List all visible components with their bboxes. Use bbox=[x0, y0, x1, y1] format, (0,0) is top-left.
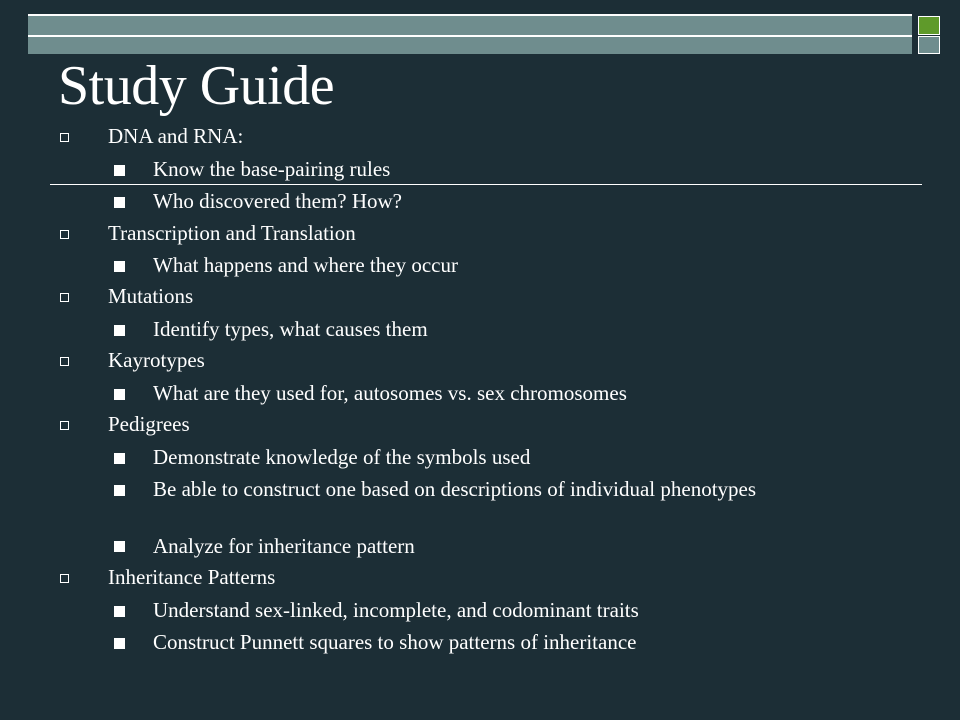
section-heading: Transcription and Translation bbox=[108, 221, 356, 245]
list-item: Analyze for inheritance pattern bbox=[153, 534, 415, 558]
corner-accent-teal bbox=[918, 36, 940, 54]
section-heading: Pedigrees bbox=[108, 412, 190, 436]
header-band-divider bbox=[28, 35, 912, 37]
list-item: What are they used for, autosomes vs. sex chromosomes bbox=[153, 381, 627, 405]
page-title: Study Guide bbox=[58, 55, 335, 117]
filled-square-icon bbox=[114, 638, 125, 649]
filled-square-icon bbox=[114, 541, 125, 552]
hollow-square-icon bbox=[60, 230, 69, 239]
filled-square-icon bbox=[114, 389, 125, 400]
list-item: Be able to construct one based on descriptions of individual phenotypes bbox=[153, 477, 757, 501]
section-heading: DNA and RNA: bbox=[108, 124, 244, 148]
hollow-square-icon bbox=[60, 574, 69, 583]
section-heading: Mutations bbox=[108, 284, 194, 308]
filled-square-icon bbox=[114, 197, 125, 208]
section-heading: Inheritance Patterns bbox=[108, 565, 276, 589]
list-item: Understand sex-linked, incomplete, and codominant traits bbox=[153, 598, 639, 622]
list-item: Identify types, what causes them bbox=[153, 317, 428, 341]
hollow-square-icon bbox=[60, 293, 69, 302]
hollow-square-icon bbox=[60, 133, 69, 142]
list-item: Construct Punnett squares to show patterns of inheritance bbox=[153, 630, 637, 654]
list-item: Know the base-pairing rules bbox=[153, 157, 391, 181]
header-band bbox=[28, 14, 912, 54]
filled-square-icon bbox=[114, 165, 125, 176]
filled-square-icon bbox=[114, 606, 125, 617]
list-item: Demonstrate knowledge of the symbols used bbox=[153, 445, 531, 469]
list-item: What happens and where they occur bbox=[153, 253, 458, 277]
filled-square-icon bbox=[114, 325, 125, 336]
list-item: Who discovered them? How? bbox=[153, 189, 402, 213]
title-rule bbox=[50, 184, 922, 185]
corner-accent-green bbox=[918, 16, 940, 35]
filled-square-icon bbox=[114, 453, 125, 464]
hollow-square-icon bbox=[60, 421, 69, 430]
section-heading: Kayrotypes bbox=[108, 348, 205, 372]
hollow-square-icon bbox=[60, 357, 69, 366]
filled-square-icon bbox=[114, 485, 125, 496]
filled-square-icon bbox=[114, 261, 125, 272]
